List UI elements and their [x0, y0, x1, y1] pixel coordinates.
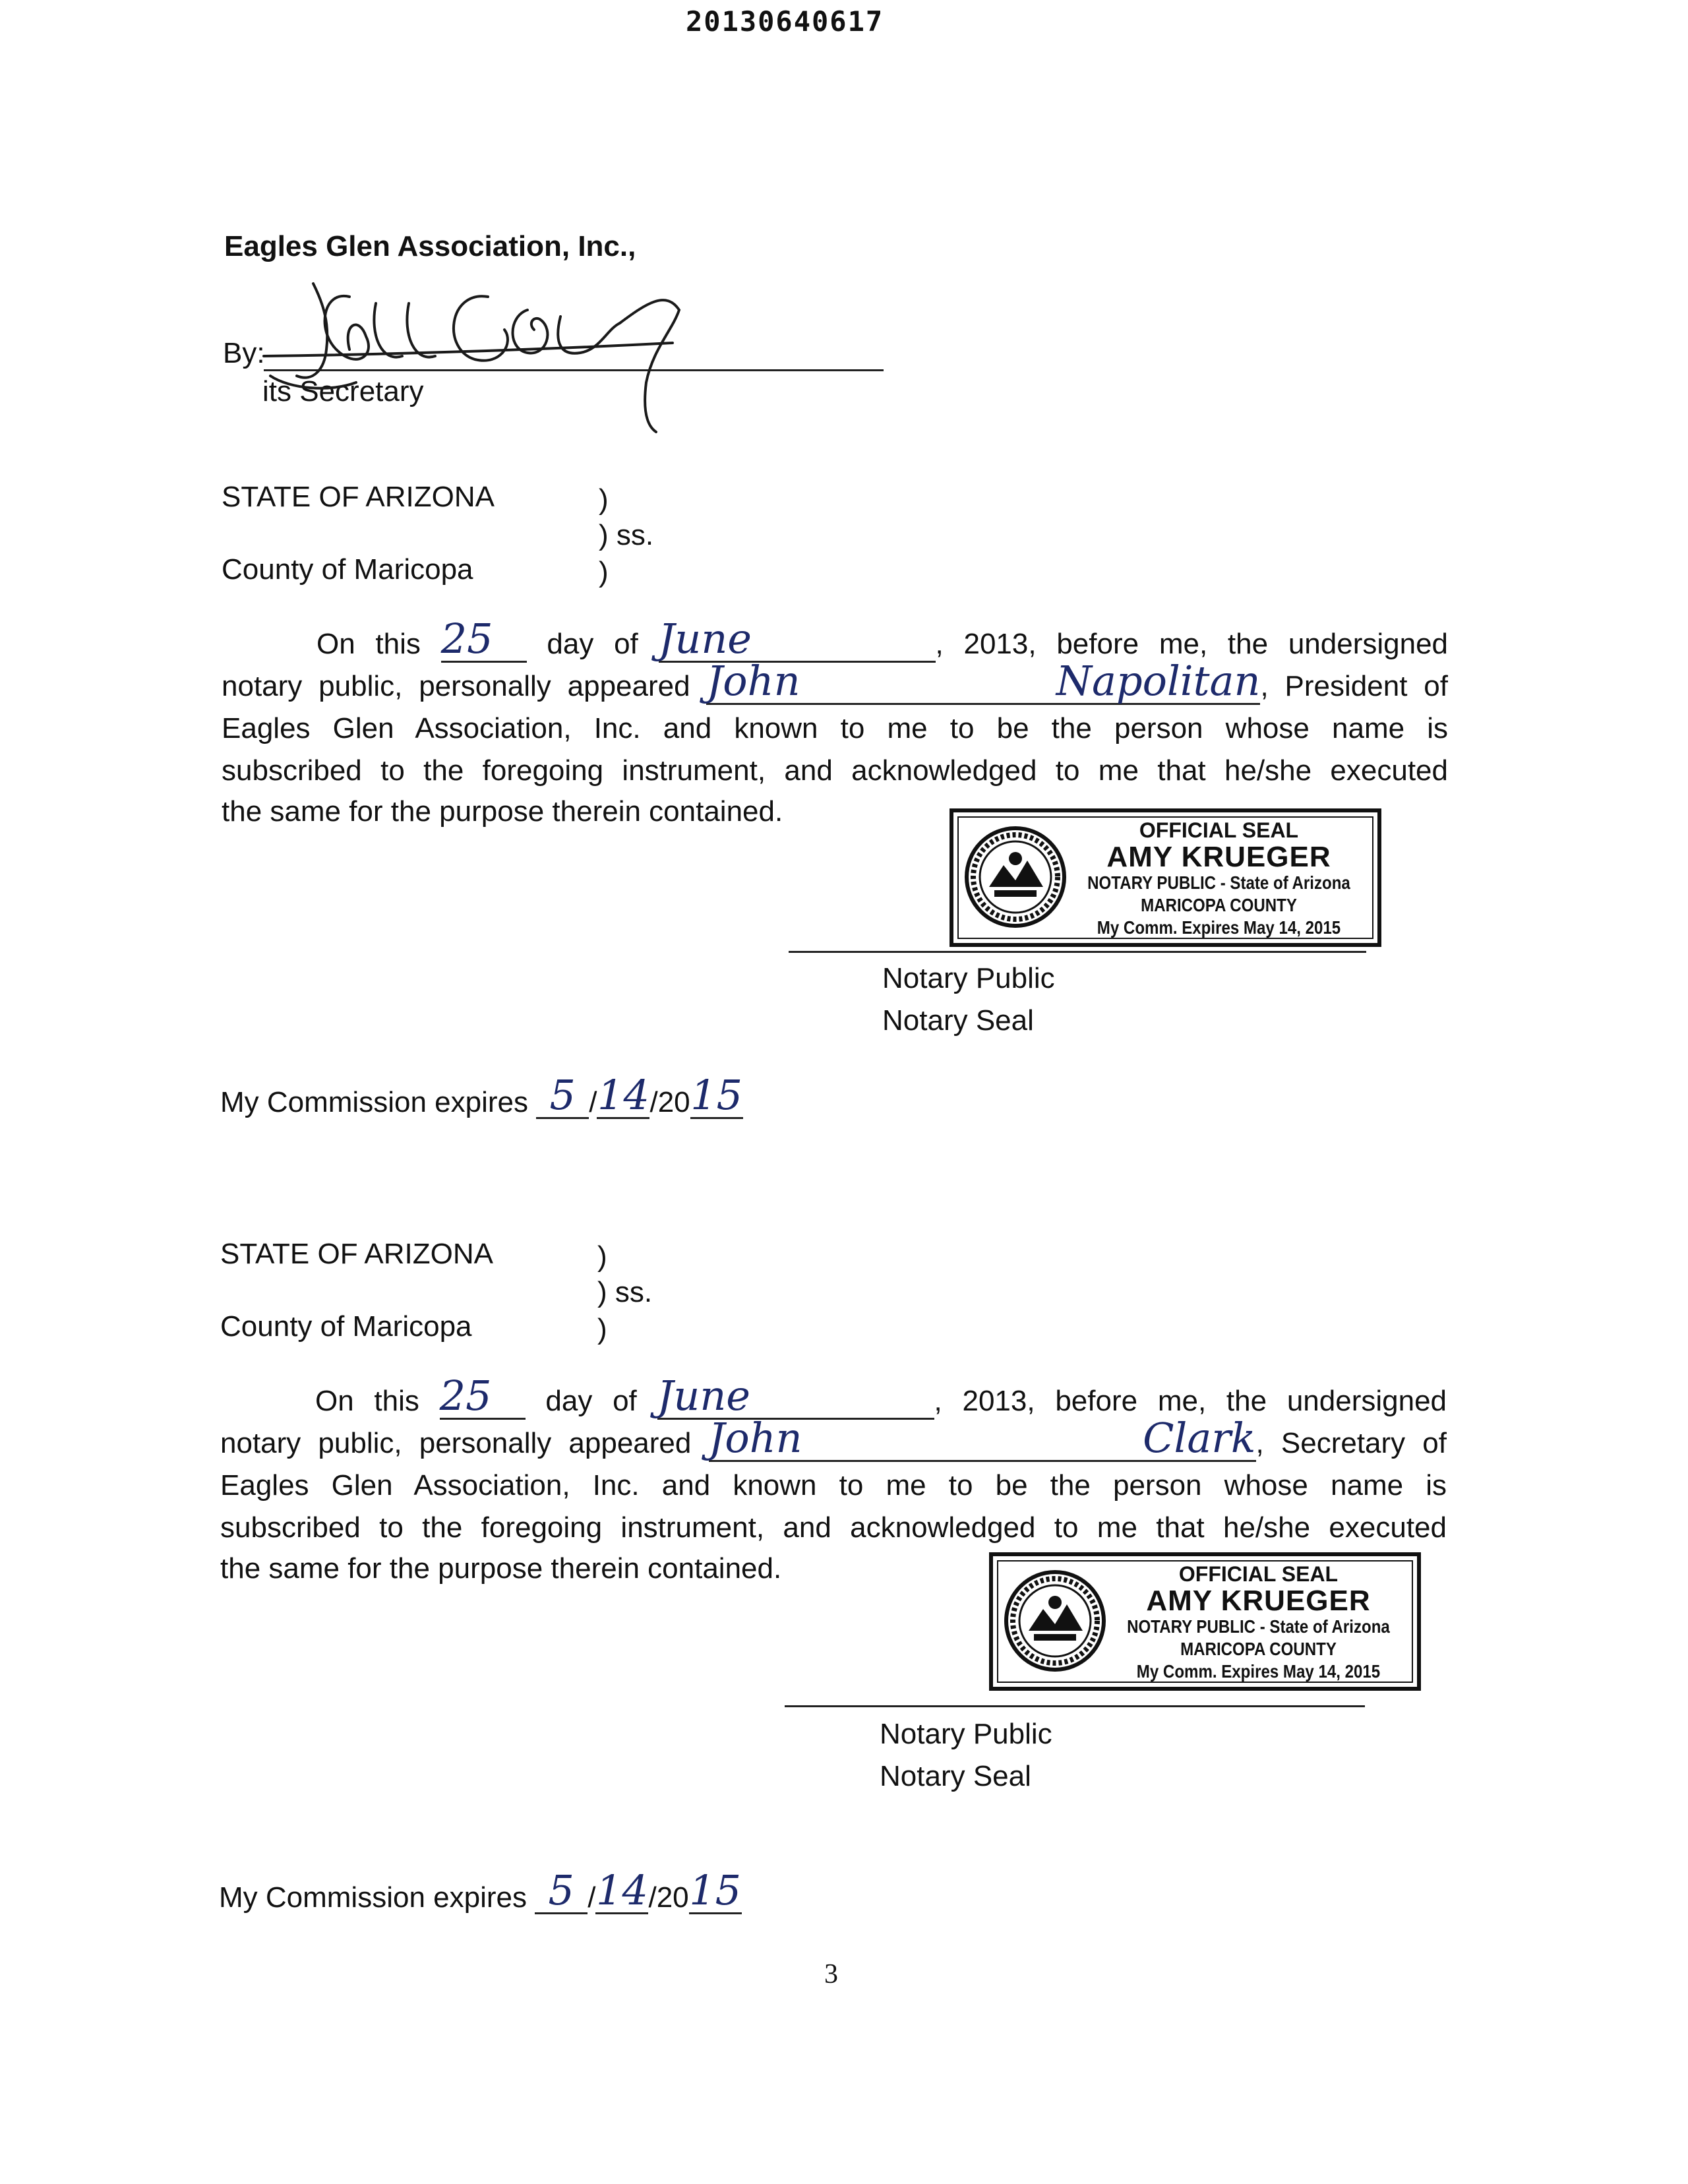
day-of-text: day of	[547, 628, 638, 660]
ack-line-1-3: Eagles Glen Association, Inc. and known to me to be the person whose name is	[222, 712, 1448, 744]
stamp-expiry: My Comm. Expires May 14, 2015	[1136, 1661, 1381, 1682]
exp-century: 20	[656, 1881, 689, 1914]
commission-label: My Commission expires	[220, 1086, 528, 1118]
ack-line-1-5: the same for the purpose therein contained.	[222, 795, 783, 828]
month-handwritten: June	[657, 1372, 750, 1420]
stamp-official-seal: OFFICIAL SEAL	[1139, 818, 1299, 842]
notary-seal-label-1: Notary Seal	[882, 1004, 1034, 1037]
ack-line-1-2	[222, 657, 1448, 705]
month-handwritten: June	[658, 615, 752, 663]
exp-day-handwritten: 14	[597, 1071, 649, 1119]
exp-year-handwritten: 15	[689, 1866, 742, 1914]
on-this-text: On this	[315, 1385, 419, 1417]
exp-year-field	[690, 1071, 743, 1119]
exp-month-handwritten: 5	[549, 1071, 576, 1119]
person-field	[708, 1414, 1256, 1462]
stamp-county: MARICOPA COUNTY	[1141, 895, 1297, 915]
day-field	[440, 615, 527, 663]
exp-year-field	[689, 1866, 742, 1914]
day-handwritten: 25	[440, 615, 493, 663]
year-text: , 2013, before me, the undersigned	[935, 628, 1449, 660]
commission-label: My Commission expires	[219, 1881, 527, 1914]
person-handwritten: John Clark	[708, 1414, 1256, 1462]
exp-century: 20	[657, 1086, 690, 1118]
day-field	[439, 1372, 526, 1420]
state-seal-icon	[963, 824, 1068, 930]
exp-year-handwritten: 15	[690, 1071, 743, 1119]
role-text: , President of	[1260, 670, 1448, 702]
page-number: 3	[824, 1959, 838, 1989]
paren-2b: )	[597, 1313, 607, 1345]
stamp-official-seal: OFFICIAL SEAL	[1178, 1562, 1339, 1586]
ack-line-2-4: subscribed to the foregoing instrument, and acknowledged to me that he/she executed	[220, 1511, 1447, 1544]
paren-1b: )	[599, 556, 609, 588]
role-text: , Secretary of	[1255, 1427, 1447, 1459]
notary-public-label-1: Notary Public	[882, 962, 1055, 994]
ss-label-2: ) ss.	[597, 1276, 653, 1308]
stamp-county: MARICOPA COUNTY	[1180, 1639, 1337, 1659]
exp-day-handwritten: 14	[596, 1866, 648, 1914]
on-this-text: On this	[316, 628, 421, 660]
by-label: By:	[223, 337, 265, 369]
appeared-text: notary public, personally appeared	[222, 670, 690, 702]
recording-number: 20130640617	[686, 5, 884, 38]
ss-label-1: ) ss.	[599, 519, 654, 551]
stamp-notary-title: NOTARY PUBLIC - State of Arizona	[1087, 872, 1350, 893]
notary-stamp-2	[989, 1552, 1421, 1691]
ack-line-1-4: subscribed to the foregoing instrument, and acknowledged to me that he/she executed	[222, 754, 1448, 787]
exp-month-handwritten: 5	[548, 1866, 574, 1914]
paren-1a: )	[599, 483, 609, 516]
year-text: , 2013, before me, the undersigned	[934, 1385, 1447, 1417]
person-field	[706, 657, 1261, 705]
person-handwritten: John Napolitan	[706, 657, 1261, 705]
signatory-title: its Secretary	[262, 375, 424, 408]
exp-day-field	[597, 1071, 649, 1119]
exp-month-field	[536, 1071, 589, 1119]
appeared-text: notary public, personally appeared	[220, 1427, 692, 1459]
stamp-notary-name: AMY KRUEGER	[1146, 1585, 1371, 1617]
day-of-text: day of	[545, 1385, 637, 1417]
state-seal-icon	[1002, 1568, 1108, 1674]
county-label-1: County of Maricopa	[222, 553, 473, 586]
exp-day-field	[595, 1866, 648, 1914]
paren-2a: )	[597, 1240, 607, 1273]
county-label-2: County of Maricopa	[220, 1310, 472, 1343]
notary-seal-label-2: Notary Seal	[880, 1760, 1031, 1792]
state-label-1: STATE OF ARIZONA	[222, 481, 495, 513]
notary-public-label-2: Notary Public	[880, 1718, 1052, 1750]
day-handwritten: 25	[439, 1372, 492, 1420]
commission-line-1: My Commission expires 5 / 14 /20 15	[220, 1071, 743, 1119]
exp-month-field	[535, 1866, 588, 1914]
stamp-notary-name: AMY KRUEGER	[1106, 841, 1331, 873]
ack-line-2-5: the same for the purpose therein contained.	[220, 1552, 782, 1585]
stamp-notary-title: NOTARY PUBLIC - State of Arizona	[1127, 1616, 1390, 1637]
notary-stamp-1	[950, 808, 1381, 947]
handwritten-signature	[251, 277, 712, 435]
company-name: Eagles Glen Association, Inc.,	[224, 230, 636, 262]
ack-line-2-2	[220, 1414, 1447, 1462]
stamp-expiry: My Comm. Expires May 14, 2015	[1097, 917, 1341, 938]
commission-line-2: My Commission expires 5 / 14 /20 15	[219, 1866, 742, 1914]
notary-signature-line-2	[785, 1705, 1365, 1707]
state-label-2: STATE OF ARIZONA	[220, 1238, 493, 1270]
notary-signature-line-1	[789, 951, 1366, 953]
ack-line-2-3: Eagles Glen Association, Inc. and known to me to be the person whose name is	[220, 1469, 1447, 1502]
